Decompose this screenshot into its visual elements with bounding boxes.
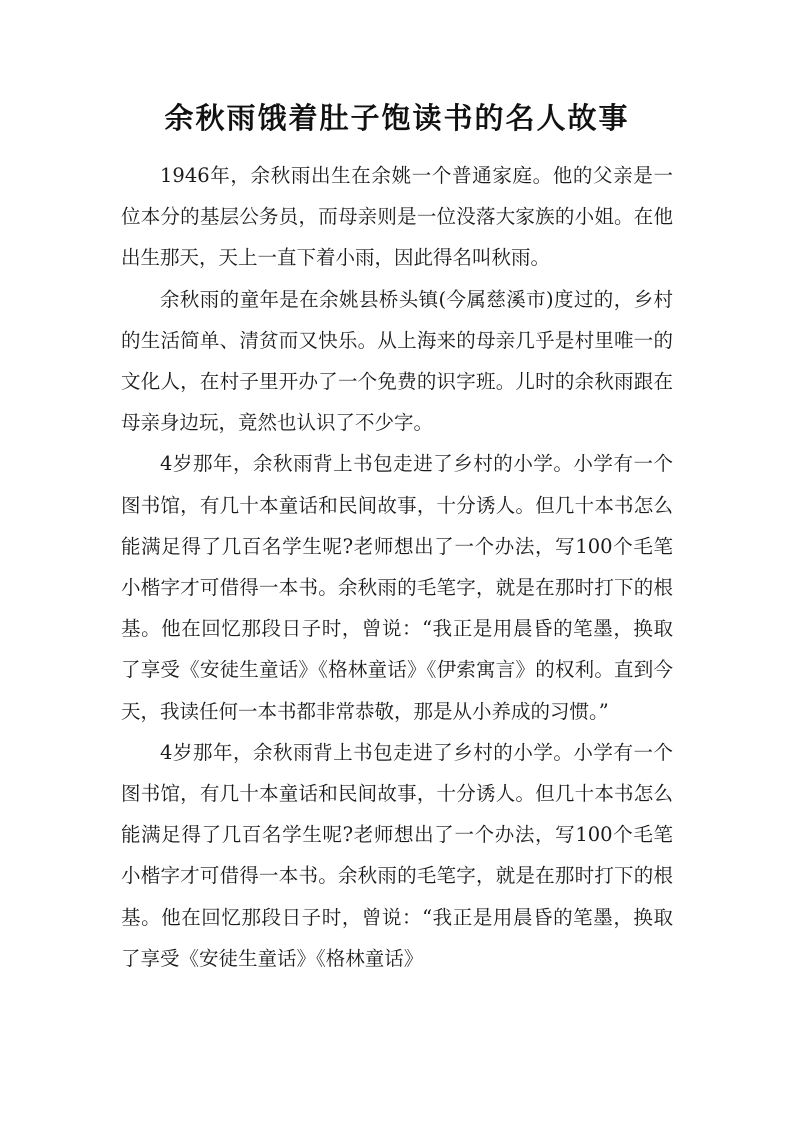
paragraph-3: 4岁那年，余秋雨背上书包走进了乡村的小学。小学有一个图书馆，有几十本童话和民间故事，十分诱人。但几十本书怎么能满足得了几百名学生呢?老师想出了一个办法，写100个毛笔小楷字才可借得一本书。余秋雨的毛笔字，就是在那时打下的根基。他在回忆那段日子时，曾说：“我正是用晨昏的笔墨，换取了享受《安徒生童话》《格林童话》《伊索寓言》的权利。直到今天，我读任何一本书都非常恭敬，那是从小养成的习惯。”	[121, 452, 673, 723]
document-body	[121, 155, 673, 979]
document-title: 余秋雨饿着肚子饱读书的名人故事	[164, 101, 630, 135]
paragraph-1: 1946年，余秋雨出生在余姚一个普通家庭。他的父亲是一位本分的基层公务员，而母亲则是一位没落大家族的小姐。在他出生那天，天上一直下着小雨，因此得名叫秋雨。	[121, 164, 673, 270]
paragraph-2: 余秋雨的童年是在余姚县桥头镇(今属慈溪市)度过的，乡村的生活简单、清贫而又快乐。从上海来的母亲几乎是村里唯一的文化人，在村子里开办了一个免费的识字班。儿时的余秋雨跟在母亲身边玩，竟然也认识了不少字。	[121, 287, 673, 435]
paragraph-4: 4岁那年，余秋雨背上书包走进了乡村的小学。小学有一个图书馆，有几十本童话和民间故事，十分诱人。但几十本书怎么能满足得了几百名学生呢?老师想出了一个办法，写100个毛笔小楷字才可借得一本书。余秋雨的毛笔字，就是在那时打下的根基。他在回忆那段日子时，曾说：“我正是用晨昏的笔墨，换取了享受《安徒生童话》《格林童话》	[121, 740, 673, 970]
